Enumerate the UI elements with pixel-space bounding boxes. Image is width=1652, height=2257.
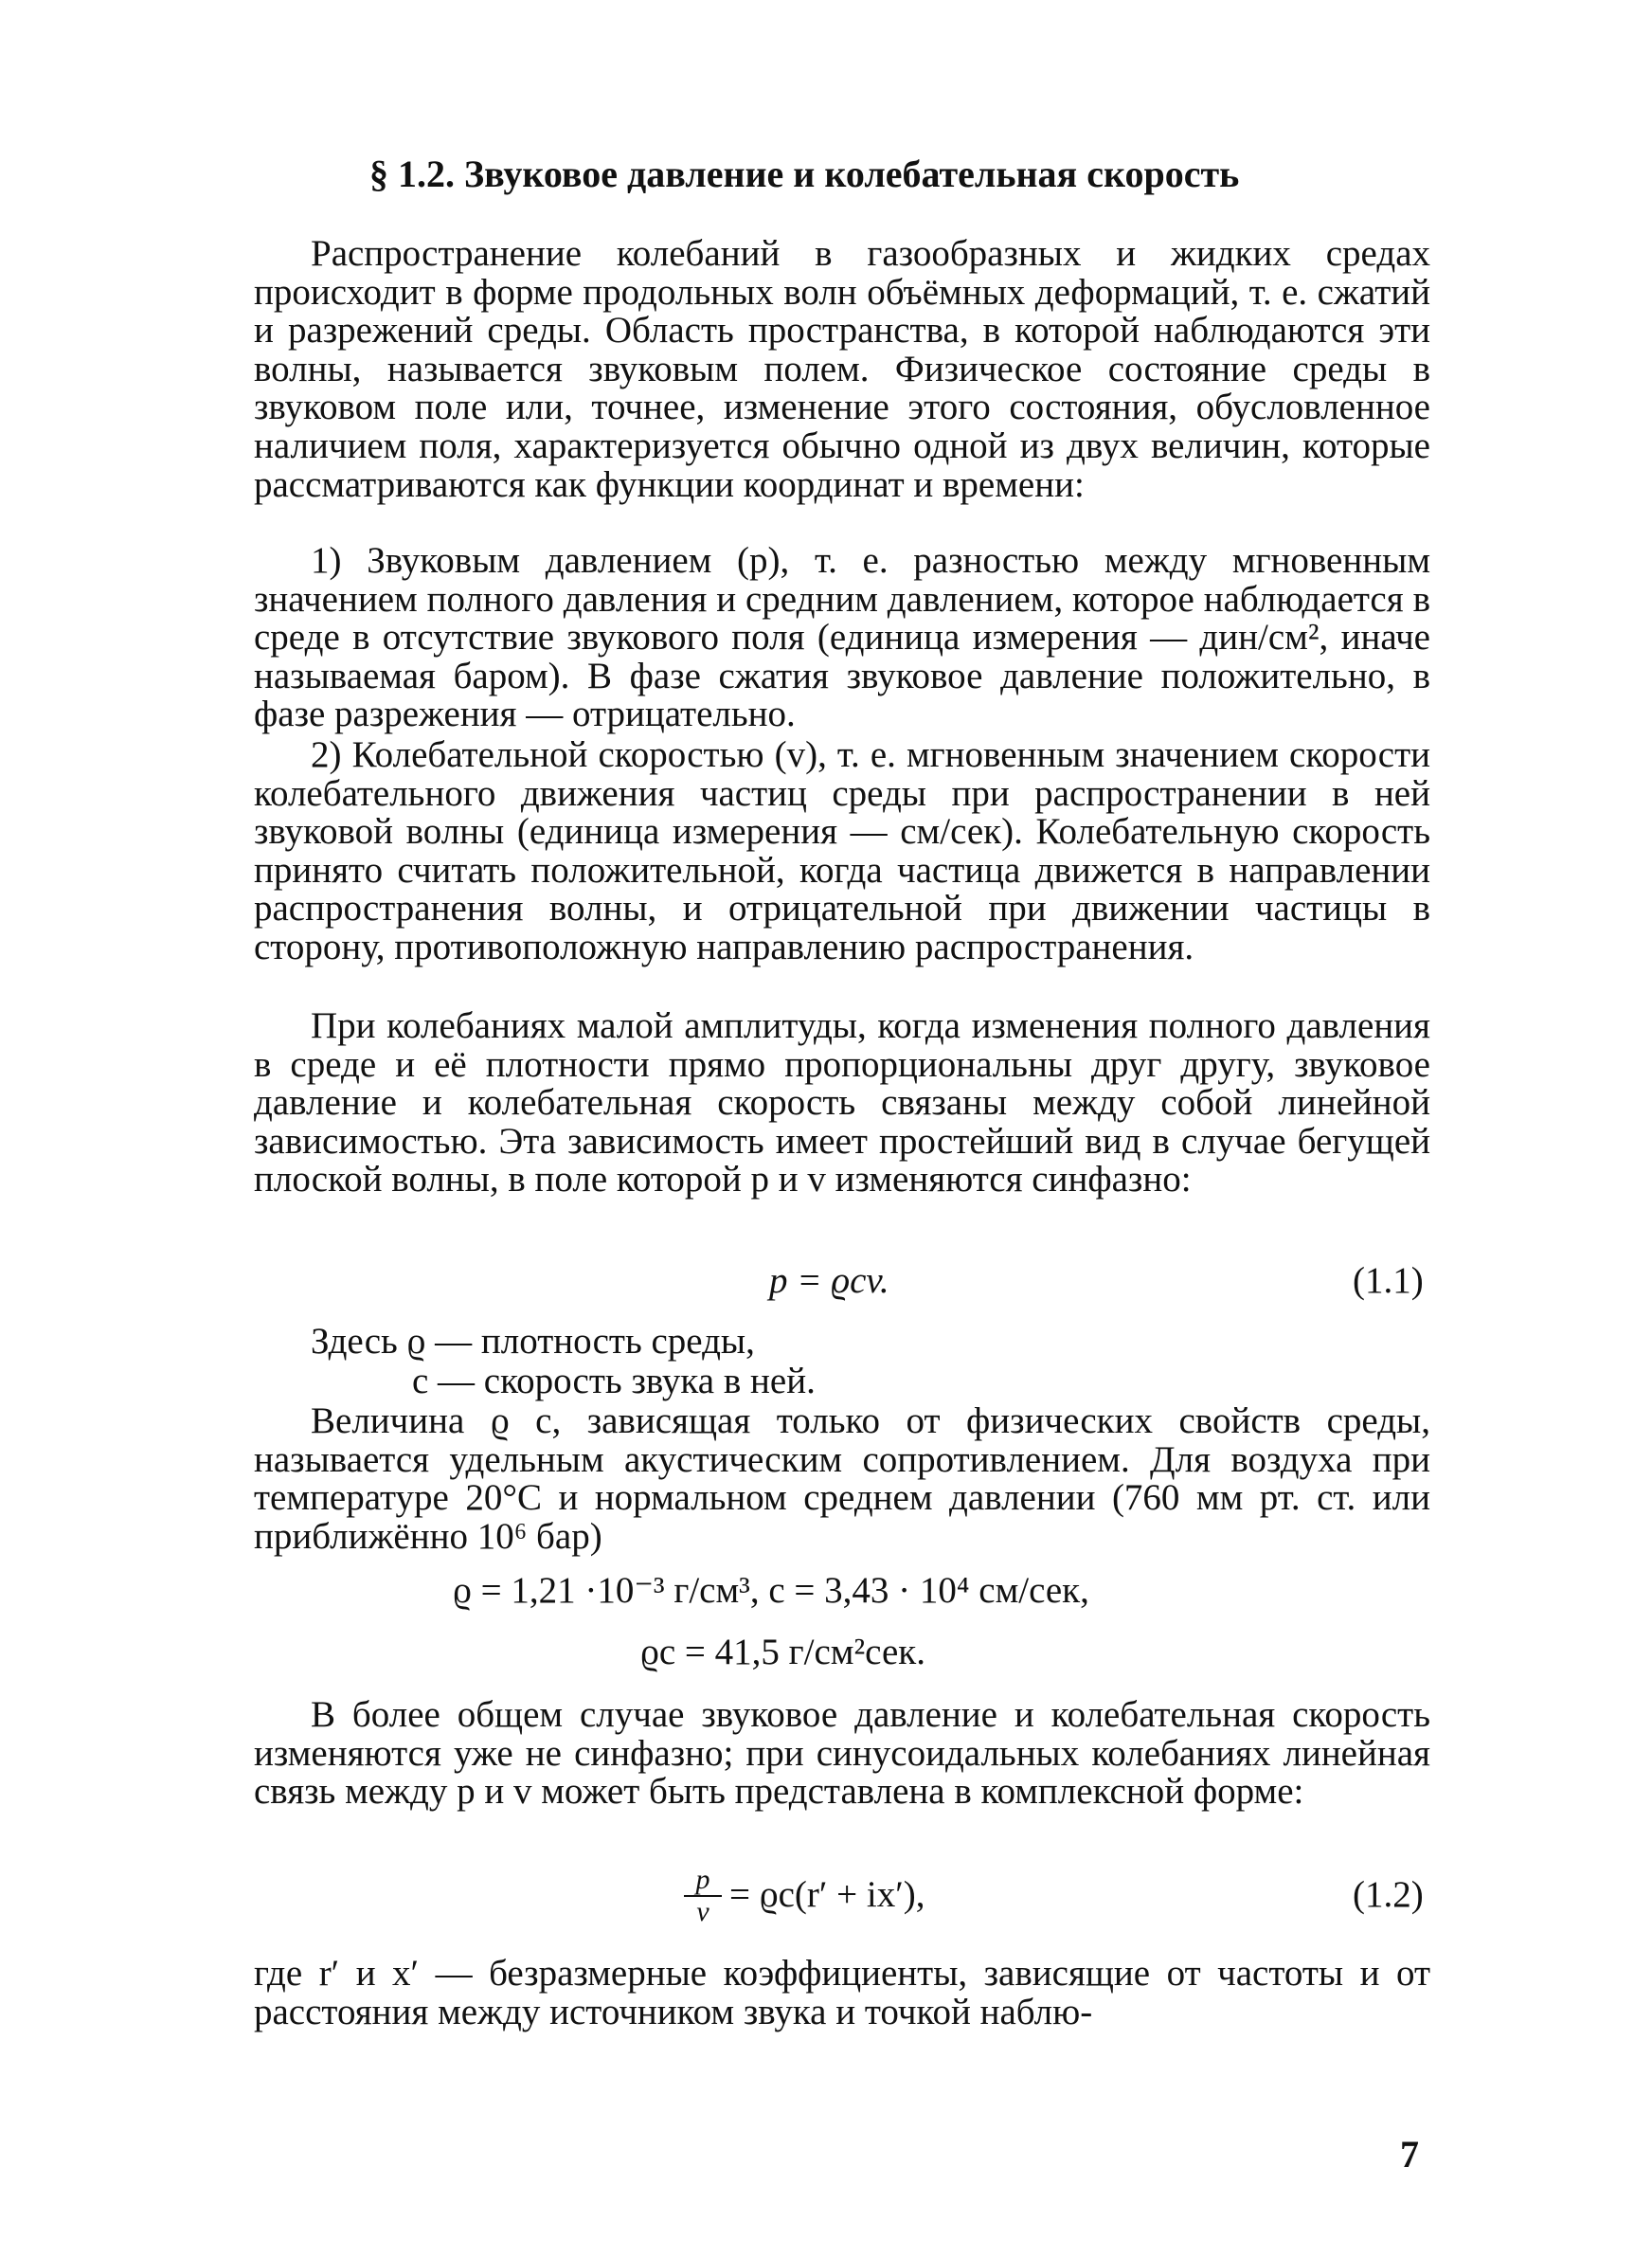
paragraph-specific-impedance: Величина ϱ c, зависящая только от физических свойств среды, называется удельным акустическим сопротивлением. Для воздуха при температуре 20°C и нормальном среднем давлении (760 мм рт. ст. или приближённо 10⁶ бар)	[254, 1400, 1430, 1557]
section-title: § 1.2. Звуковое давление и колебательная скорость	[369, 153, 1240, 195]
fraction-numerator: p	[684, 1865, 722, 1897]
paragraph-intro: Распространение колебаний в газообразных и жидких средах происходит в форме продольных волн объёмных деформаций, т. е. сжатий и разрежений среды. Область пространства, в которой наблюдаются эти волны, называется звуковым полем. Физическое состояние среды в звуковом поле или, точнее, изменение этого состояния, обусловленное наличием поля, характеризуется обычно одной из двух величин, которые рассматриваются как функции координат и времени:	[254, 233, 1430, 505]
equation-1-2: = ϱc(r′ + ix′),	[729, 1874, 925, 1915]
paragraph-particle-velocity: 2) Колебательной скоростью (v), т. е. мгновенным значением скорости колебательного движения частиц среды при распространении в ней звуковой волны (единица измерения — см/сек). Колебательную скорость принято считать положительной, когда частица движется в направлении распространения волны, и отрицательной при движении частицы в сторону, противоположную направлению распространения.	[254, 734, 1430, 967]
paragraph-coefficients: где r′ и x′ — безразмерные коэффициенты, зависящие от частоты и от расстояния между источником звука и точкой наблю-	[254, 1953, 1430, 2032]
equation-1-2-fraction	[684, 1865, 722, 1927]
equation-number-1-2: (1.2)	[1353, 1874, 1424, 1915]
paragraph-small-amplitude: При колебаниях малой амплитуды, когда изменения полного давления в среде и её плотности прямо пропорциональны друг другу, звуковое давление и колебательная скорость связаны между собой линейной зависимостью. Эта зависимость имеет простейший вид в случае бегущей плоской волны, в поле которой p и v изменяются синфазно:	[254, 1005, 1430, 1201]
page-number: 7	[1400, 2133, 1419, 2176]
fraction-denominator: v	[696, 1896, 709, 1927]
definition-rho: Здесь ϱ — плотность среды,	[311, 1321, 755, 1362]
equation-number-1-1: (1.1)	[1353, 1260, 1424, 1301]
paragraph-general-case: В более общем случае звуковое давление и колебательная скорость изменяются уже не синфазно; при синусоидальных колебаниях линейная связь между p и v может быть представлена в комплексной форме:	[254, 1694, 1430, 1813]
equation-air-values: ϱ = 1,21 ·10⁻³ г/см³, c = 3,43 · 10⁴ см/сек,	[453, 1570, 1089, 1611]
equation-air-impedance: ϱc = 41,5 г/см²сек.	[640, 1632, 925, 1672]
definition-c: c — скорость звука в ней.	[412, 1361, 816, 1401]
paragraph-sound-pressure: 1) Звуковым давлением (p), т. е. разностью между мгновенным значением полного давления и средним давлением, которое наблюдается в среде в отсутствие звукового поля (единица измерения — дин/см², иначе называемая баром). В фазе сжатия звуковое давление положительно, в фазе разрежения — отрицательно.	[254, 540, 1430, 735]
equation-1-1: p = ϱcv.	[769, 1260, 889, 1301]
